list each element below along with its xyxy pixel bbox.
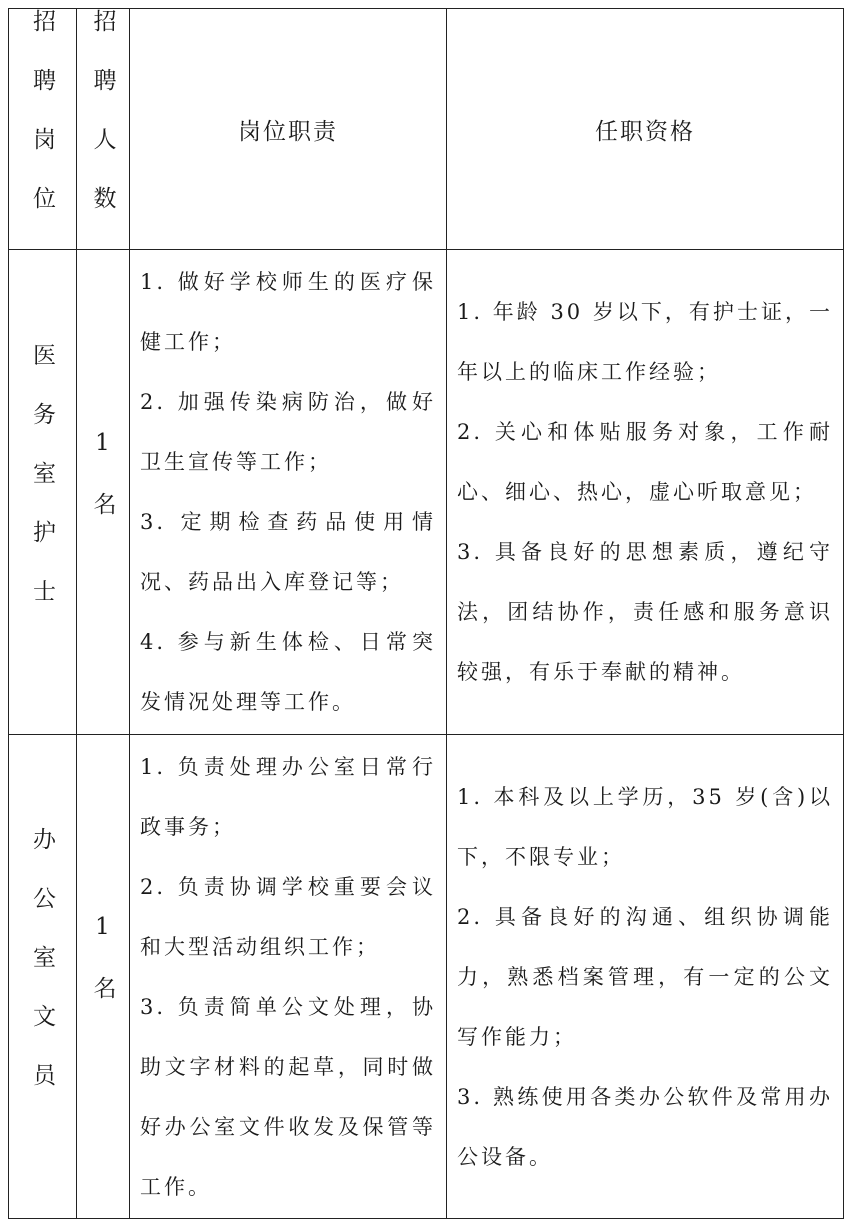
qualification-item: 1. 年龄 30 岁以下，有护士证，一年以上的临床工作经验； — [457, 300, 833, 384]
duties-cell — [130, 735, 447, 1219]
table-row — [9, 735, 844, 1219]
duties-cell — [130, 250, 447, 735]
duty-item: 2. 加强传染病防治，做好卫生宣传等工作； — [140, 390, 436, 474]
count-cell — [77, 250, 130, 735]
position-cell — [9, 250, 77, 735]
position-cell — [9, 735, 77, 1219]
position-title: 医务室护士 — [29, 342, 55, 638]
header-qualifications-cell — [447, 9, 844, 250]
position-title: 办公室文员 — [29, 827, 55, 1122]
qualifications-cell — [447, 250, 844, 735]
table-row — [9, 250, 844, 735]
qualification-item: 2. 关心和体贴服务对象，工作耐心、细心、热心，虚心听取意见； — [457, 420, 833, 504]
qualifications-cell — [447, 735, 844, 1219]
qualification-item: 1. 本科及以上学历，35 岁(含)以下，不限专业； — [457, 784, 833, 869]
duty-item: 1. 负责处理办公室日常行政事务； — [140, 754, 436, 839]
header-duties-cell — [130, 9, 447, 250]
header-qualifications: 任职资格 — [595, 118, 695, 145]
duty-item: 3. 负责简单公文处理，协助文字材料的起草，同时做好办公室文件收发及保管等工作。 — [140, 994, 436, 1199]
position-count: 1名 — [89, 914, 116, 1035]
duty-item: 3. 定期检查药品使用情况、药品出入库登记等； — [140, 510, 436, 594]
position-count: 1名 — [89, 429, 116, 551]
header-position-cell — [9, 9, 77, 250]
count-cell — [77, 735, 130, 1219]
duty-item: 4. 参与新生体检、日常突发情况处理等工作。 — [140, 630, 436, 714]
qualification-item: 3. 具备良好的思想素质，遵纪守法，团结协作，责任感和服务意识较强，有乐于奉献的精神。 — [457, 540, 833, 684]
header-position: 招聘岗位 — [29, 9, 55, 245]
header-count: 招聘人数 — [89, 9, 116, 245]
duty-item: 1. 做好学校师生的医疗保健工作； — [140, 270, 436, 354]
qualification-item: 3. 熟练使用各类办公软件及常用办公设备。 — [457, 1084, 833, 1169]
recruitment-table — [8, 8, 844, 1219]
qualification-item: 2. 具备良好的沟通、组织协调能力，熟悉档案管理，有一定的公文写作能力； — [457, 904, 833, 1049]
table-header-row — [9, 9, 844, 250]
duty-item: 2. 负责协调学校重要会议和大型活动组织工作； — [140, 874, 436, 959]
header-duties: 岗位职责 — [238, 118, 338, 145]
header-count-cell — [77, 9, 130, 250]
